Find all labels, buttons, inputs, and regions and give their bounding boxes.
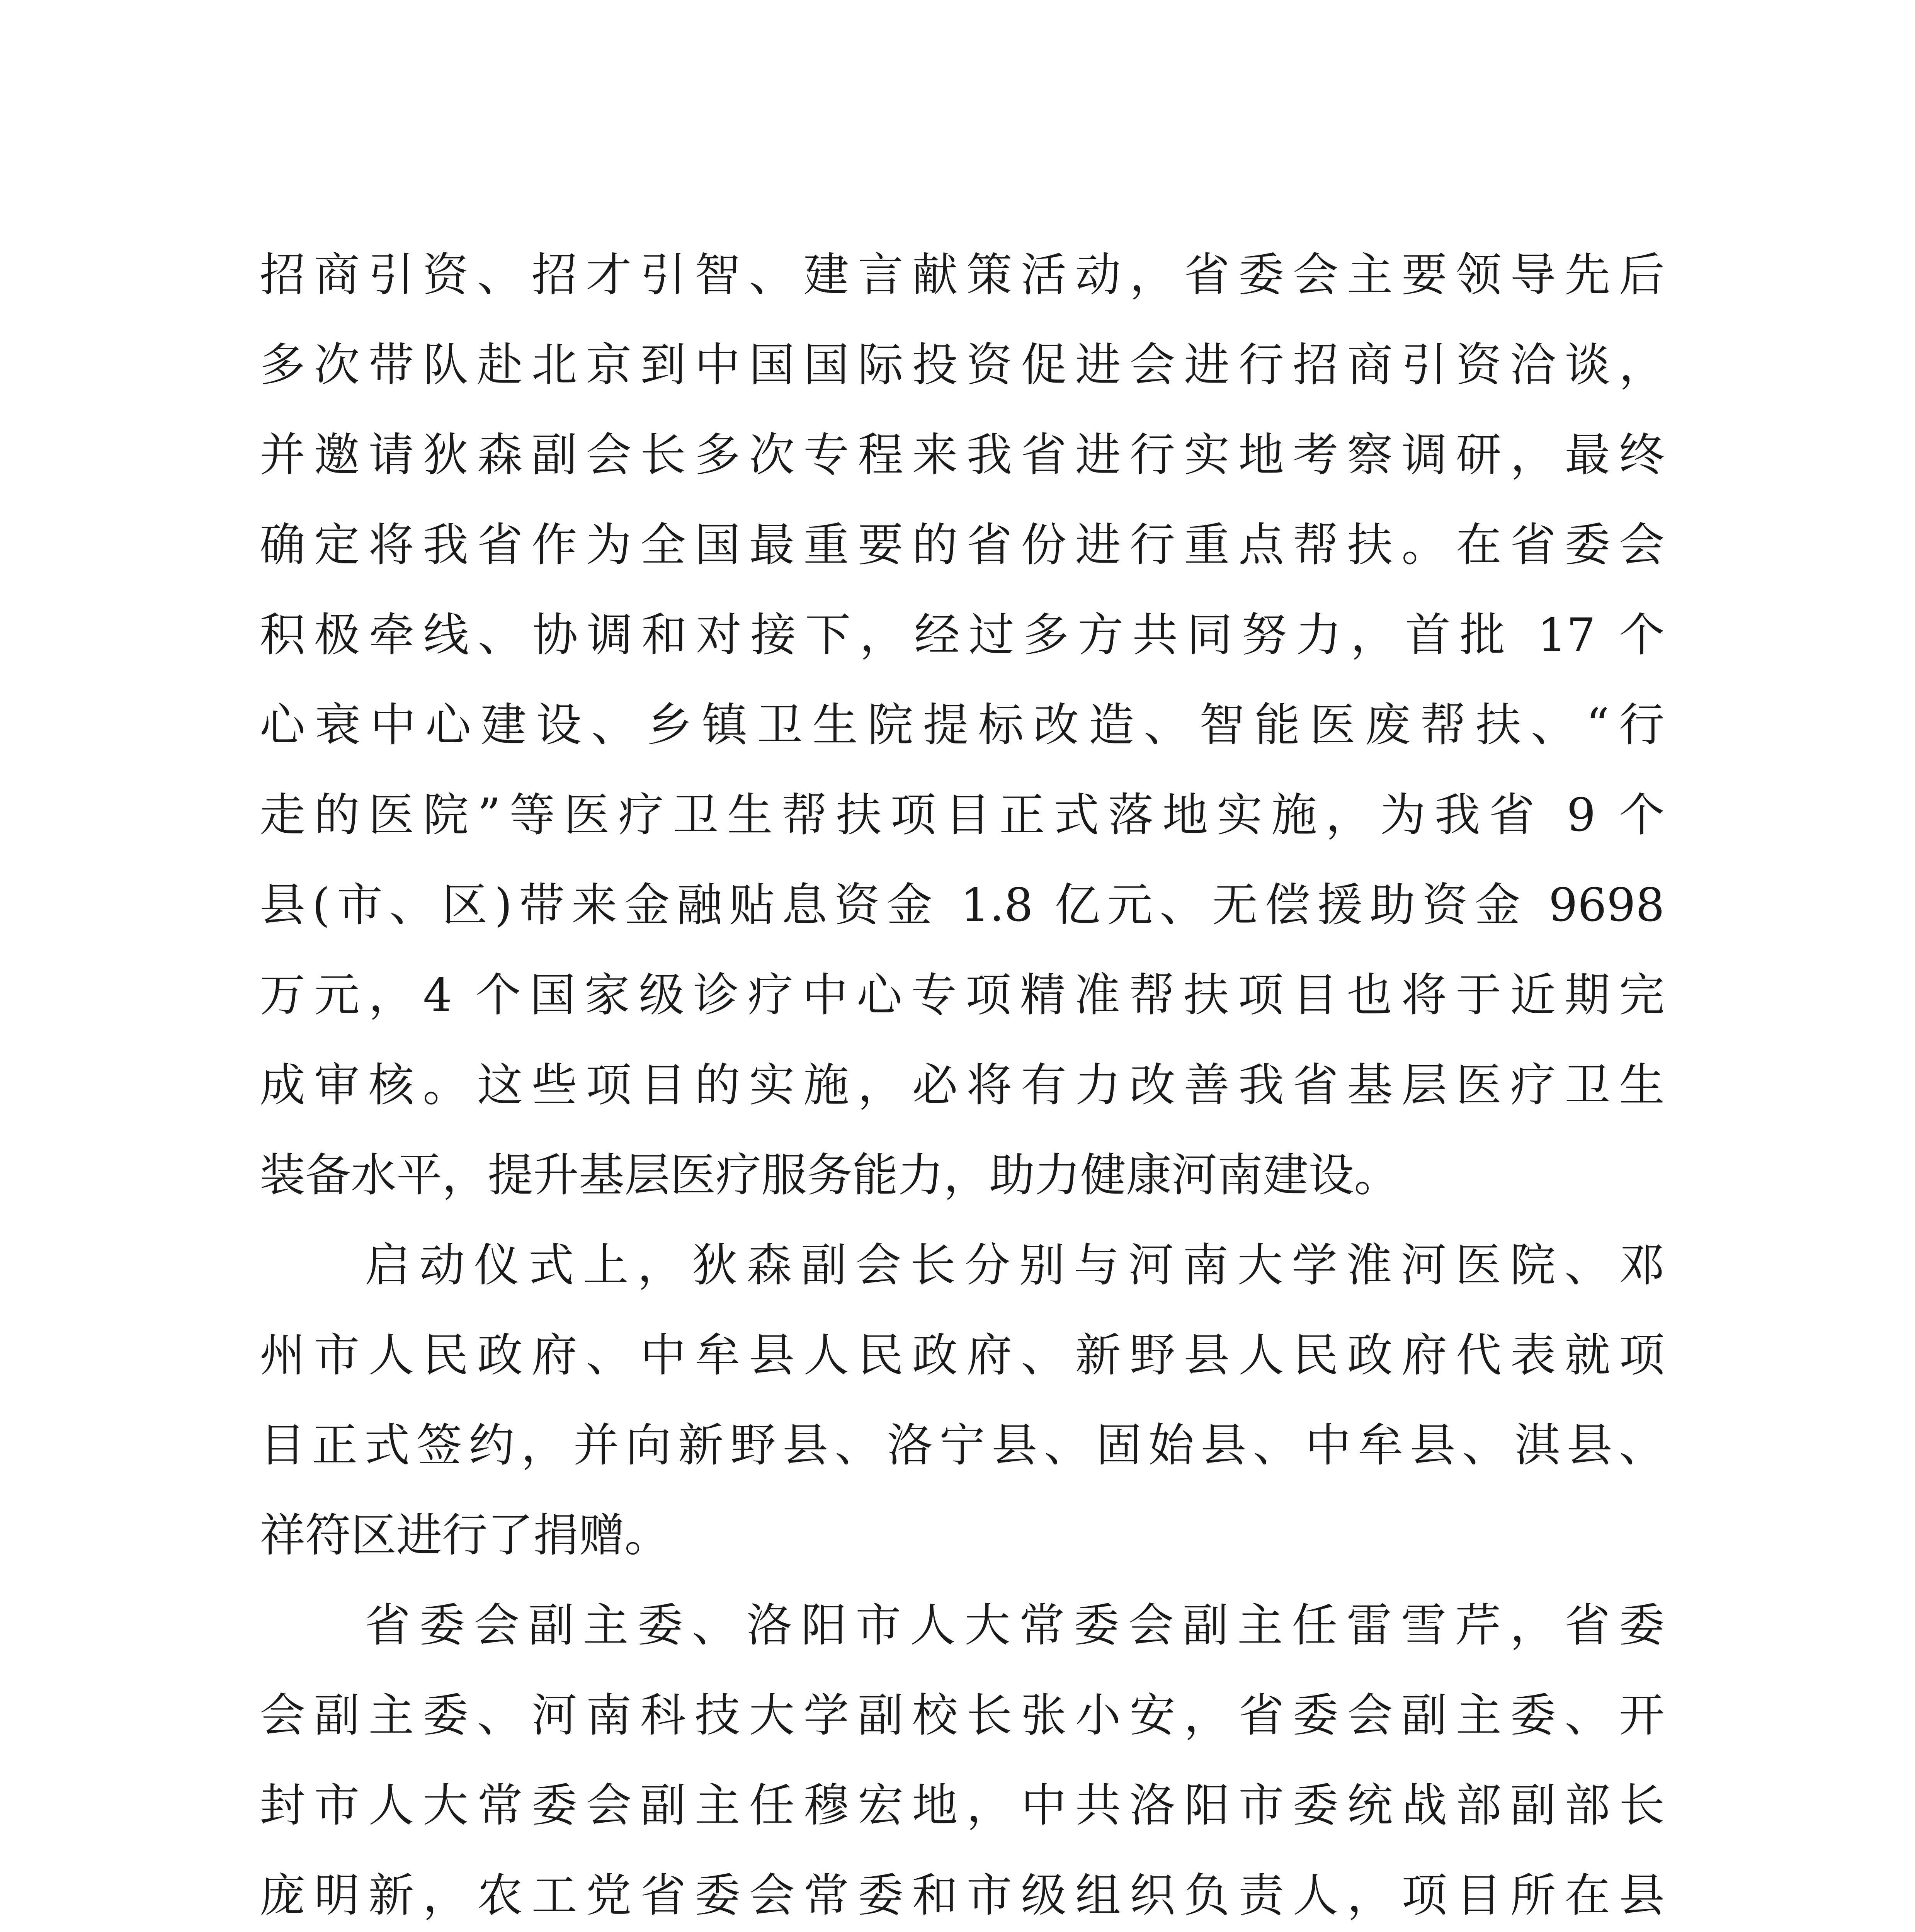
text-line: 走的医院”等医疗卫生帮扶项目正式落地实施，为我省 9 个 [260, 788, 1665, 842]
text-line: 心衰中心建设、乡镇卫生院提标改造、智能医废帮扶、“行 [260, 698, 1665, 752]
text-line: 州市人民政府、中牟县人民政府、新野县人民政府代表就项 [260, 1328, 1665, 1382]
text-line: 多次带队赴北京到中国国际投资促进会进行招商引资洽谈， [260, 338, 1665, 391]
text-line: 会副主委、河南科技大学副校长张小安，省委会副主委、开 [260, 1689, 1665, 1742]
text-line: 祥符区进行了捐赠。 [260, 1509, 670, 1562]
text-line: 启动仪式上，狄森副会长分别与河南大学淮河医院、邓 [365, 1238, 1665, 1292]
text-line: 招商引资、招才引智、建言献策活动，省委会主要领导先后 [260, 248, 1665, 301]
text-line: 县(市、区)带来金融贴息资金 1.8 亿元、无偿援助资金 9698 [260, 878, 1665, 932]
document-body [260, 230, 1665, 1932]
text-line: 万元，4 个国家级诊疗中心专项精准帮扶项目也将于近期完 [260, 968, 1665, 1022]
text-line: 确定将我省作为全国最重要的省份进行重点帮扶。在省委会 [260, 518, 1665, 571]
text-line: 省委会副主委、洛阳市人大常委会副主任雷雪芹，省委 [365, 1599, 1665, 1652]
text-line: 并邀请狄森副会长多次专程来我省进行实地考察调研，最终 [260, 428, 1665, 481]
paragraph-3 [260, 1580, 1665, 1932]
paragraph-2 [260, 1220, 1665, 1580]
text-line: 封市人大常委会副主任穆宏地，中共洛阳市委统战部副部长 [260, 1779, 1665, 1832]
text-line: 庞明新，农工党省委会常委和市级组织负责人，项目所在县 [260, 1869, 1665, 1922]
text-line: 装备水平，提升基层医疗服务能力，助力健康河南建设。 [260, 1148, 1400, 1202]
paragraph-1 [260, 230, 1665, 1220]
text-line: 积极牵线、协调和对接下，经过多方共同努力，首批 17 个 [260, 608, 1665, 662]
text-line: 目正式签约，并向新野县、洛宁县、固始县、中牟县、淇县、 [260, 1418, 1665, 1472]
text-line: 成审核。这些项目的实施，必将有力改善我省基层医疗卫生 [260, 1058, 1665, 1112]
